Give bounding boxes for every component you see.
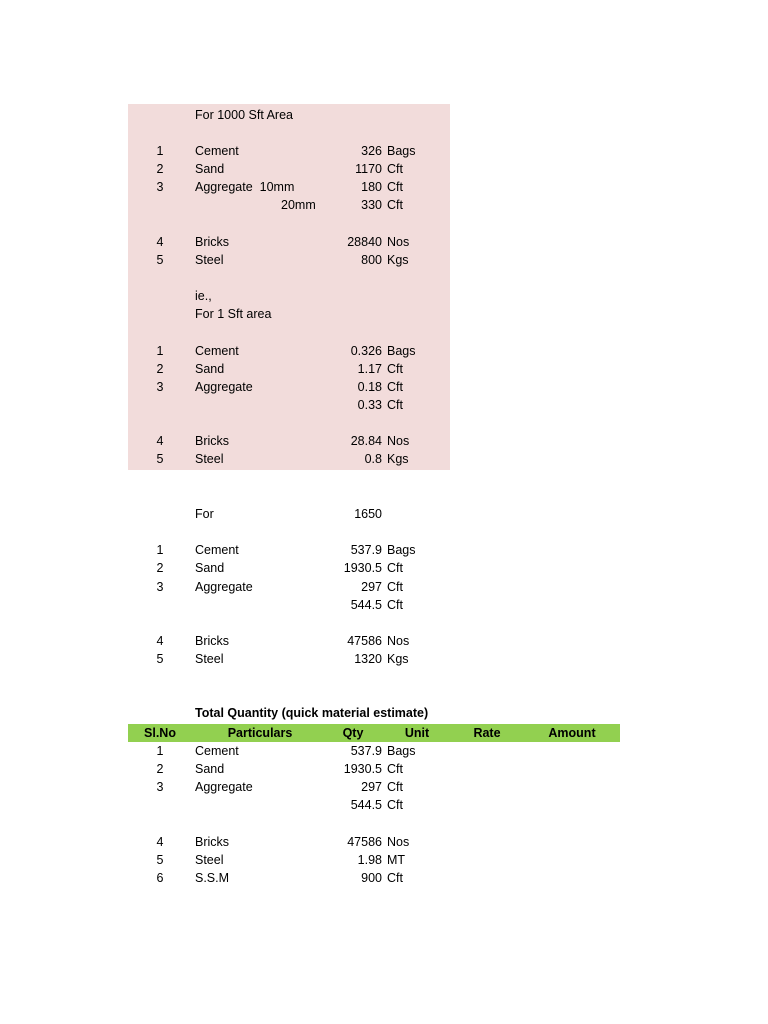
header-slno: Sl.No (144, 726, 176, 740)
row-qty: 1320 (354, 652, 382, 666)
row-name: Sand (195, 162, 225, 176)
table-row (128, 742, 450, 760)
row-qty: 0.33 (357, 398, 382, 412)
row-number: 1 (156, 543, 164, 557)
row-unit: Cft (387, 798, 403, 812)
list-item (128, 378, 450, 396)
row-qty: 800 (361, 253, 382, 267)
row-number: 5 (156, 253, 164, 267)
row-number: 2 (156, 362, 164, 376)
row-qty: 537.9 (350, 543, 382, 557)
row-unit: Cft (387, 180, 403, 194)
row-qty: 28840 (347, 235, 382, 249)
row-qty: 297 (361, 780, 382, 794)
row-number: 5 (156, 452, 164, 466)
row-unit: Cft (387, 598, 403, 612)
row-name: Sand (195, 561, 225, 575)
list-item (128, 578, 450, 596)
header-rate: Rate (473, 726, 501, 740)
list-item (128, 559, 450, 577)
table-row (128, 796, 450, 814)
row-number: 6 (156, 871, 164, 885)
row-name: Cement (195, 543, 239, 557)
list-item (128, 360, 450, 378)
row-qty: 1930.5 (343, 561, 382, 575)
row-number: 1 (156, 344, 164, 358)
total-title (128, 706, 450, 724)
row-subname: 20mm (281, 198, 316, 212)
table-row (128, 778, 450, 796)
row-qty: 1170 (355, 162, 382, 176)
list-item (128, 632, 450, 650)
row-number: 4 (156, 634, 164, 648)
row-qty: 326 (361, 144, 382, 158)
row-qty: 1.17 (357, 362, 382, 376)
row-name: Aggregate (195, 580, 253, 594)
list-item (128, 196, 450, 214)
row-qty: 297 (361, 580, 382, 594)
row-name: Sand (195, 762, 225, 776)
table-row (128, 869, 450, 887)
row-qty: 47586 (347, 634, 382, 648)
block-1650 (128, 505, 450, 675)
row-qty: 1930.5 (343, 762, 382, 776)
list-item (128, 450, 450, 468)
row-name: Sand (195, 362, 225, 376)
block-area: 1650 (354, 507, 382, 521)
list-item (128, 650, 450, 668)
block-title-text: For 1000 Sft Area (195, 108, 293, 122)
header-qty: Qty (342, 726, 364, 740)
row-qty: 544.5 (350, 598, 382, 612)
row-unit: Bags (387, 144, 416, 158)
ie-label (128, 287, 450, 305)
row-number: 2 (156, 561, 164, 575)
row-unit: Cft (387, 871, 403, 885)
row-unit: Cft (387, 762, 403, 776)
row-qty: 330 (361, 198, 382, 212)
row-qty: 0.326 (350, 344, 382, 358)
row-unit: Kgs (387, 452, 409, 466)
block-title-text: For 1 Sft area (195, 307, 272, 321)
list-item (128, 342, 450, 360)
list-item (128, 178, 450, 196)
row-unit: Nos (387, 835, 410, 849)
row-qty: 1.98 (357, 853, 382, 867)
row-name: Steel (195, 452, 224, 466)
row-number: 2 (156, 162, 164, 176)
row-number: 1 (156, 744, 164, 758)
list-item (128, 251, 450, 269)
row-qty: 900 (361, 871, 382, 885)
row-unit: Nos (387, 634, 410, 648)
ie-text: ie., (195, 289, 212, 303)
row-unit: Cft (387, 162, 403, 176)
row-number: 5 (156, 853, 164, 867)
list-item (128, 396, 450, 414)
row-unit: Cft (387, 362, 403, 376)
row-name: Steel (195, 253, 224, 267)
table-header (128, 724, 620, 742)
total-table (128, 742, 450, 892)
row-unit: Cft (387, 561, 403, 575)
row-number: 4 (156, 235, 164, 249)
row-name: Cement (195, 344, 239, 358)
row-unit: Cft (387, 780, 403, 794)
header-particulars: Particulars (227, 726, 293, 740)
row-unit: Kgs (387, 253, 409, 267)
row-name: Steel (195, 652, 224, 666)
row-qty: 537.9 (350, 744, 382, 758)
row-number: 4 (156, 434, 164, 448)
row-unit: Cft (387, 380, 403, 394)
row-unit: Kgs (387, 652, 409, 666)
row-unit: Bags (387, 543, 416, 557)
list-item (128, 233, 450, 251)
block-label: For (195, 507, 214, 521)
row-number: 3 (156, 380, 164, 394)
block-title (128, 305, 450, 323)
list-item (128, 541, 450, 559)
row-name: Bricks (195, 634, 230, 648)
list-item (128, 142, 450, 160)
row-name: Aggregate (195, 780, 253, 794)
row-name: Aggregate (195, 380, 253, 394)
header-amount: Amount (548, 726, 596, 740)
row-qty: 0.8 (364, 452, 382, 466)
header-unit: Unit (404, 726, 430, 740)
row-number: 1 (156, 144, 164, 158)
row-unit: Nos (387, 434, 410, 448)
row-number: 3 (156, 780, 164, 794)
total-title-text: Total Quantity (quick material estimate) (195, 706, 429, 720)
row-unit: Cft (387, 198, 403, 212)
row-number: 5 (156, 652, 164, 666)
row-name: S.S.M (195, 871, 230, 885)
row-unit: Bags (387, 344, 416, 358)
row-qty: 28.84 (350, 434, 382, 448)
row-qty: 544.5 (350, 798, 382, 812)
row-qty: 47586 (347, 835, 382, 849)
row-name: Cement (195, 744, 239, 758)
row-name: Bricks (195, 434, 230, 448)
row-name: Aggregate 10mm (195, 180, 295, 194)
row-number: 2 (156, 762, 164, 776)
row-qty: 0.18 (357, 380, 382, 394)
row-unit: MT (387, 853, 406, 867)
row-qty: 180 (361, 180, 382, 194)
row-unit: Cft (387, 580, 403, 594)
table-row (128, 760, 450, 778)
row-name: Bricks (195, 835, 230, 849)
pink-block (128, 104, 450, 470)
row-unit: Nos (387, 235, 410, 249)
list-item (128, 160, 450, 178)
row-unit: Cft (387, 398, 403, 412)
table-row (128, 833, 450, 851)
row-name: Steel (195, 853, 224, 867)
row-number: 3 (156, 180, 164, 194)
list-item (128, 432, 450, 450)
row-name: Cement (195, 144, 239, 158)
row-name: Bricks (195, 235, 230, 249)
table-row (128, 851, 450, 869)
row-unit: Bags (387, 744, 416, 758)
row-number: 4 (156, 835, 164, 849)
block-title (128, 505, 450, 523)
row-number: 3 (156, 580, 164, 594)
block-title (128, 106, 450, 124)
list-item (128, 596, 450, 614)
